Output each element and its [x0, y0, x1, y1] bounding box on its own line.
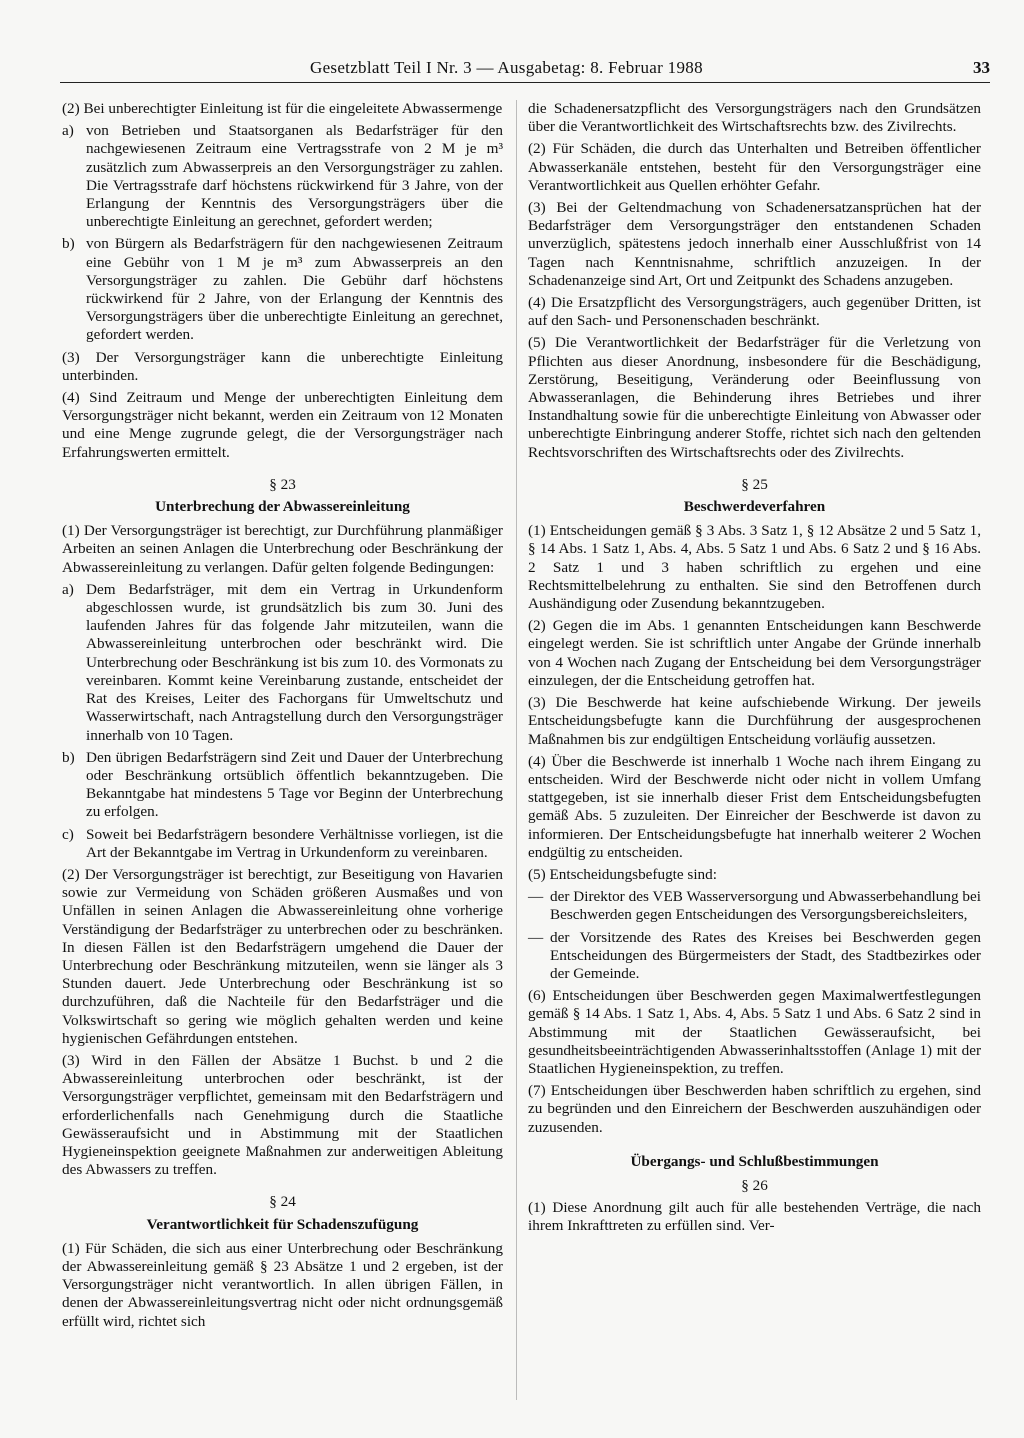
paragraph: (2) Für Schäden, die durch das Unterhalten und Betreiben öffentlicher Abwasserkanäle entstehen, besteht für den Versorgungsträger eine Verantwortlichkeit aus Quellen erhöhter Gefahr. [528, 140, 981, 194]
paragraph: (3) Wird in den Fällen der Absätze 1 Buchst. b und 2 die Abwassereinleitung unterbrochen oder beschränkt, ist der Versorgungsträger verpflichtet, gemeinsam mit den Bedarfsträgern und erforderlichenfalls nach Genehmigung durch die Staatliche Gewässeraufsicht und in Abstimmung mit der Staatlichen Hygieneinspektion geeignete Maßnahmen zur anderweitigen Ableitung des Abwassers zu treffen. [62, 1051, 503, 1179]
paragraph: (3) Der Versorgungsträger kann die unberechtigte Einleitung unterbinden. [62, 348, 503, 384]
list-item [62, 826, 503, 862]
list-text: von Bürgern als Bedarfsträgern für den nachgewiesenen Zeitraum eine Gebühr von 1 M je m³ zum Abwasserpreis an den Versorgungsträger zu zahlen. Die Gebühr darf höchstens rückwirkend für 2 Jahre, von der Erlangung der Kenntnis des Versorgungsträgers über die unberechtigte Einleitung an gerechnet, gefordert werden. [86, 235, 503, 344]
list-item [62, 581, 503, 745]
paragraph: (1) Entscheidungen gemäß § 3 Abs. 3 Satz 1, § 12 Absätze 2 und 5 Satz 1, § 14 Abs. 1 Satz 1, Abs. 4, Abs. 5 Satz 1 und Abs. 6 Satz 2 und § 16 Abs. 2 Satz 1 und 3 haben schriftlich zu ergehen und eine Rechtsmittelbelehrung zu enthalten. Sie sind den Betroffenen durch Aushändigung oder Zusendung bekanntzugeben. [528, 522, 981, 613]
right-column [528, 100, 981, 1240]
column-divider [516, 100, 517, 1400]
paragraph: (1) Der Versorgungsträger ist berechtigt, zur Durchführung planmäßiger Arbeiten an seinen Anlagen die Unterbrechung oder Beschränkung der Abwassereinleitung zu verlangen. Dafür gelten folgende Bedingungen: [62, 522, 503, 576]
list-text: Soweit bei Bedarfsträgern besondere Verhältnisse vorliegen, ist die Art der Bekanntgabe im Vertrag in Urkundenform zu vereinbaren. [86, 825, 503, 861]
paragraph: (2) Der Versorgungsträger ist berechtigt, zur Beseitigung von Havarien sowie zur Vermeidung von Schäden größeren Ausmaßes und von Unfällen in seinen Anlagen die Abwassereinleitung ohne vorherige Verständigung der Bedarfsträger zu unterbrechen oder zu beschränken. In diesen Fällen ist den Bedarfsträgern umgehend die Dauer der Unterbrechung oder Beschränkung mitzuteilen, wenn sie länger als 3 Stunden dauert. Jede Unterbrechung oder Beschränkung ist so durchzuführen, daß die Nachteile für den Bedarfsträger und die Volkswirtschaft so gering wie möglich gehalten werden und keine hygienischen Gefährdungen entstehen. [62, 865, 503, 1047]
section-title: Beschwerdeverfahren [683, 498, 826, 516]
section-number: § 24 [269, 1193, 296, 1211]
list-label: — [528, 928, 544, 946]
paragraph: (4) Die Ersatzpflicht des Versorgungsträgers, auch gegenüber Dritten, ist auf den Sach- und Personenschaden beschränkt. [528, 294, 981, 330]
paragraph: (5) Die Verantwortlichkeit der Bedarfsträger für die Verletzung von Pflichten aus dieser Anordnung, insbesondere für die Beschädigung, Zerstörung, Beseitigung, Veränderung oder Beeinflussung von Abwasseranlagen, die Behinderung ihres Betriebes und ihrer Instandhaltung sowie für die unberechtigte Einleitung von Abwasser oder unberechtigte Einbringung anderer Stoffe, richtet sich nach den geltenden Rechtsvorschriften des Wirtschaftsrechts oder des Zivilrechts. [528, 334, 981, 461]
list-text: Dem Bedarfsträger, mit dem ein Vertrag in Urkundenform abgeschlossen wurde, ist grundsätzlich bis zum 30. Juni des laufenden Jahres für das folgende Jahr mitzuteilen, wann die Abwassereinleitung unterbrochen oder beschränkt wird. Die Unterbrechung oder Beschränkung ist bis zum 10. des Vormonats zu vereinbaren. Kommt keine Vereinbarung zustande, entscheidet der Rat des Kreises, Leiter des Fachorgans für Umweltschutz und Wasserwirtschaft, nach Antragstellung durch den Versorgungsträger innerhalb von 10 Tagen. [86, 580, 503, 744]
paragraph: (2) Bei unberechtigter Einleitung ist für die eingeleitete Abwassermenge [62, 100, 503, 117]
list-label: — [528, 888, 544, 906]
list-label: a) [62, 580, 74, 598]
section-number: § 26 [741, 1176, 768, 1194]
chapter-title: Übergangs- und Schlußbestimmungen [630, 1152, 879, 1170]
header-title: Gesetzblatt Teil I Nr. 3 — Ausgabetag: 8. Februar 1988 [310, 58, 703, 77]
paragraph: (2) Gegen die im Abs. 1 genannten Entscheidungen kann Beschwerde eingelegt werden. Sie ist schriftlich unter Angabe der Gründe innerhalb von 4 Wochen nach Zugang der Entscheidung bei dem Versorgungsträger einzulegen, der die Entscheidung getroffen hat. [528, 617, 981, 689]
paragraph: (3) Bei der Geltendmachung von Schadenersatzansprüchen hat der Bedarfsträger dem Versorgungsträger den entstandenen Schaden unverzüglich, spätestens jedoch innerhalb einer Ausschlußfrist von 14 Tagen nach Kenntnisnahme, schriftlich anzuzeigen. In der Schadenanzeige sind Art, Ort und Zeitpunkt des Schadens anzugeben. [528, 199, 981, 289]
paragraph: (1) Für Schäden, die sich aus einer Unterbrechung oder Beschränkung der Abwassereinleitung gemäß § 23 Absätze 1 und 2 ergeben, ist der Versorgungsträger nicht verantwortlich. In allen übrigen Fällen, in denen der Abwassereinleitungsvertrag nicht oder nicht ordnungsgemäß erfüllt wird, richtet sich [62, 1239, 503, 1330]
paragraph: (4) Über die Beschwerde ist innerhalb 1 Woche nach ihrem Eingang zu entscheiden. Wird der Beschwerde nicht oder nicht in vollem Umfang stattgegeben, ist sie innerhalb dieser Frist dem Entscheidungsbefugten gemäß Abs. 5 zuzuleiten. Der Einreicher der Beschwerde ist davon zu informieren. Der Entscheidungsbefugte hat innerhalb weiterer 2 Wochen endgültig zu entscheiden. [528, 752, 981, 861]
page-number: 33 [973, 58, 990, 77]
section-title: Unterbrechung der Abwassereinleitung [155, 498, 410, 516]
list-text: von Betrieben und Staatsorganen als Bedarfsträger für den nachgewiesenen Zeitraum eine Vertragsstrafe von 2 M je m³ zusätzlich zum Abwasserpreis an den Versorgungsträger zu zahlen. Die Vertragsstrafe darf höchstens rückwirkend für 3 Jahre, von der Erlangung der Kenntnis des Versorgungsträgers über die unberechtigte Einleitung an gerechnet, gefordert werden; [86, 122, 503, 231]
list-text: der Direktor des VEB Wasserversorgung und Abwasserbehandlung bei Beschwerden gegen Entscheidungen des Versorgungsbereichsleiters, [550, 888, 981, 924]
paragraph: (4) Sind Zeitraum und Menge der unberechtigten Einleitung dem Versorgungsträger nicht bekannt, werden ein Zeitraum von 12 Monaten und eine Menge zugrunde gelegt, die der Versorgungsträger nach Erfahrungswerten ermittelt. [62, 389, 503, 461]
page-header [60, 58, 990, 83]
paragraph: (1) Diese Anordnung gilt auch für alle bestehenden Verträge, die nach ihrem Inkrafttreten zu erfüllen sind. Ver- [528, 1199, 981, 1235]
list-text: der Vorsitzende des Rates des Kreises bei Beschwerden gegen Entscheidungen des Bürgermeisters der Stadt, des Stadtbezirkes oder der Gemeinde. [550, 928, 981, 982]
list-item [62, 235, 503, 344]
list-item [62, 749, 503, 822]
paragraph: (6) Entscheidungen über Beschwerden gegen Maximalwertfestlegungen gemäß § 14 Abs. 1 Satz 1, Abs. 4, Abs. 5 Satz 1 und Abs. 6 Satz 2 sind in Abstimmung mit der Staatlichen Gewässeraufsicht, bei gesundheitsbeeinträchtigenden Abwasserinhaltsstoffen (Anlage 1) mit der Staatlichen Hygieneinspektion, zu treffen. [528, 987, 981, 1077]
list-label: b) [62, 748, 75, 766]
list-item [528, 929, 981, 984]
section-title: Verantwortlichkeit für Schadenszufügung [146, 1215, 419, 1233]
paragraph: die Schadenersatzpflicht des Versorgungsträgers nach den Grundsätzen über die Verantwortlichkeit des Wirtschaftsrechts bzw. des Zivilrechts. [528, 100, 981, 136]
list-item [62, 122, 503, 231]
paragraph: (3) Die Beschwerde hat keine aufschiebende Wirkung. Der jeweils Entscheidungsbefugte kann die Durchführung der ausgesprochenen Maßnahmen bis zur endgültigen Entscheidung vorläufig aussetzen. [528, 694, 981, 748]
list-label: c) [62, 825, 74, 843]
list-text: Den übrigen Bedarfsträgern sind Zeit und Dauer der Unterbrechung oder Beschränkung ortsüblich öffentlich bekanntzugeben. Die Bekanntgabe hat mindestens 5 Tage vor Beginn der Unterbrechung zu erfolgen. [86, 748, 503, 821]
list-label: a) [62, 122, 74, 140]
section-number: § 23 [269, 475, 296, 493]
paragraph: (7) Entscheidungen über Beschwerden haben schriftlich zu ergehen, sind zu begründen und den Einreichern der Beschwerden auszuhändigen oder zuzusenden. [528, 1082, 981, 1136]
section-number: § 25 [741, 475, 768, 493]
list-item [528, 888, 981, 924]
paragraph: (5) Entscheidungsbefugte sind: [528, 865, 717, 883]
list-label: b) [62, 235, 75, 253]
left-column [62, 100, 503, 1335]
